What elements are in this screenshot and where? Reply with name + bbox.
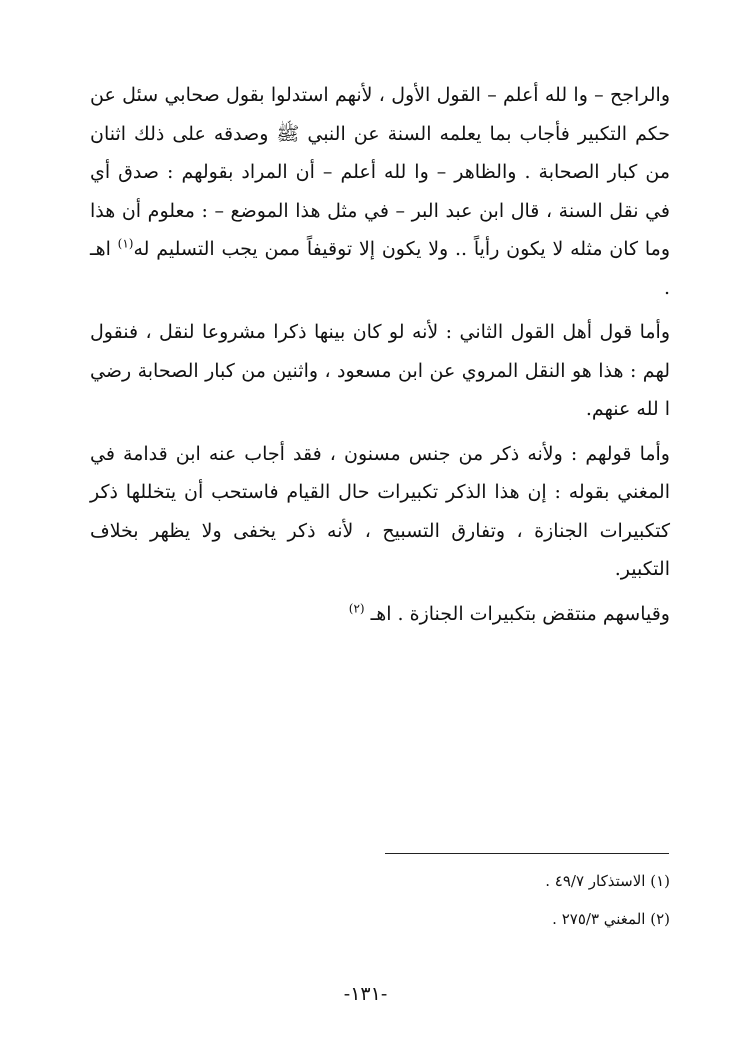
- paragraph-4-text: وقياسهم منتقض بتكبيرات الجنازة . اهـ: [364, 602, 670, 625]
- paragraph-3-text: وأما قولهم : ولأنه ذكر من جنس مسنون ، فقد أجاب عنه ابن قدامة في المغني بقوله : إن هذا الذكر تكبيرات حال القيام فاستحب أن يتخللها ذكر كتكبيرات الجنازة ، وتفارق التسبيح ، لأنه ذكر يخفى ولا يظهر بخلاف التكبير.: [90, 442, 670, 580]
- footnote-ref-1: (١): [117, 236, 134, 251]
- page-number: -١٣١-: [343, 983, 388, 1005]
- paragraph-3: [90, 435, 670, 589]
- paragraph-1-text: والراجح – وا لله أعلم – القول الأول ، لأنهم استدلوا بقول صحابي سئل عن حكم التكبير فأجاب بما يعلمه السنة عن النبي ﷺ وصدقه على ذلك اثنان من كبار الصحابة . والظاهر – وا لله أعلم – أن المراد بقولهم : صدق أي في نقل السنة ، قال ابن عبد البر – في مثل هذا الموضع – : معلوم أن هذا وما كان مثله لا يكون رأياً .. ولا يكون إلا توقيفاً ممن يجب التسليم له: [90, 84, 671, 260]
- main-text: [90, 76, 670, 633]
- paragraph-2: [90, 313, 670, 429]
- footnote-separator: [385, 853, 669, 854]
- paragraph-1: [90, 76, 670, 307]
- footnote-1: (١) الاستذكار ٤٩/٧ .: [545, 872, 670, 890]
- footnote-2: (٢) المغني ٢٧٥/٣ .: [552, 910, 670, 928]
- paragraph-1-end: اهـ .: [90, 238, 670, 299]
- paragraph-2-text: وأما قول أهل القول الثاني : لأنه لو كان بينها ذكرا مشروعا لنقل ، فنقول لهم : هذا هو النقل المروي عن ابن مسعود ، واثنين من كبار الصحابة رضي ا لله عنهم.: [90, 321, 670, 420]
- footnote-ref-2: (٢): [348, 601, 365, 616]
- paragraph-4: [90, 595, 670, 634]
- footnotes: [380, 862, 670, 938]
